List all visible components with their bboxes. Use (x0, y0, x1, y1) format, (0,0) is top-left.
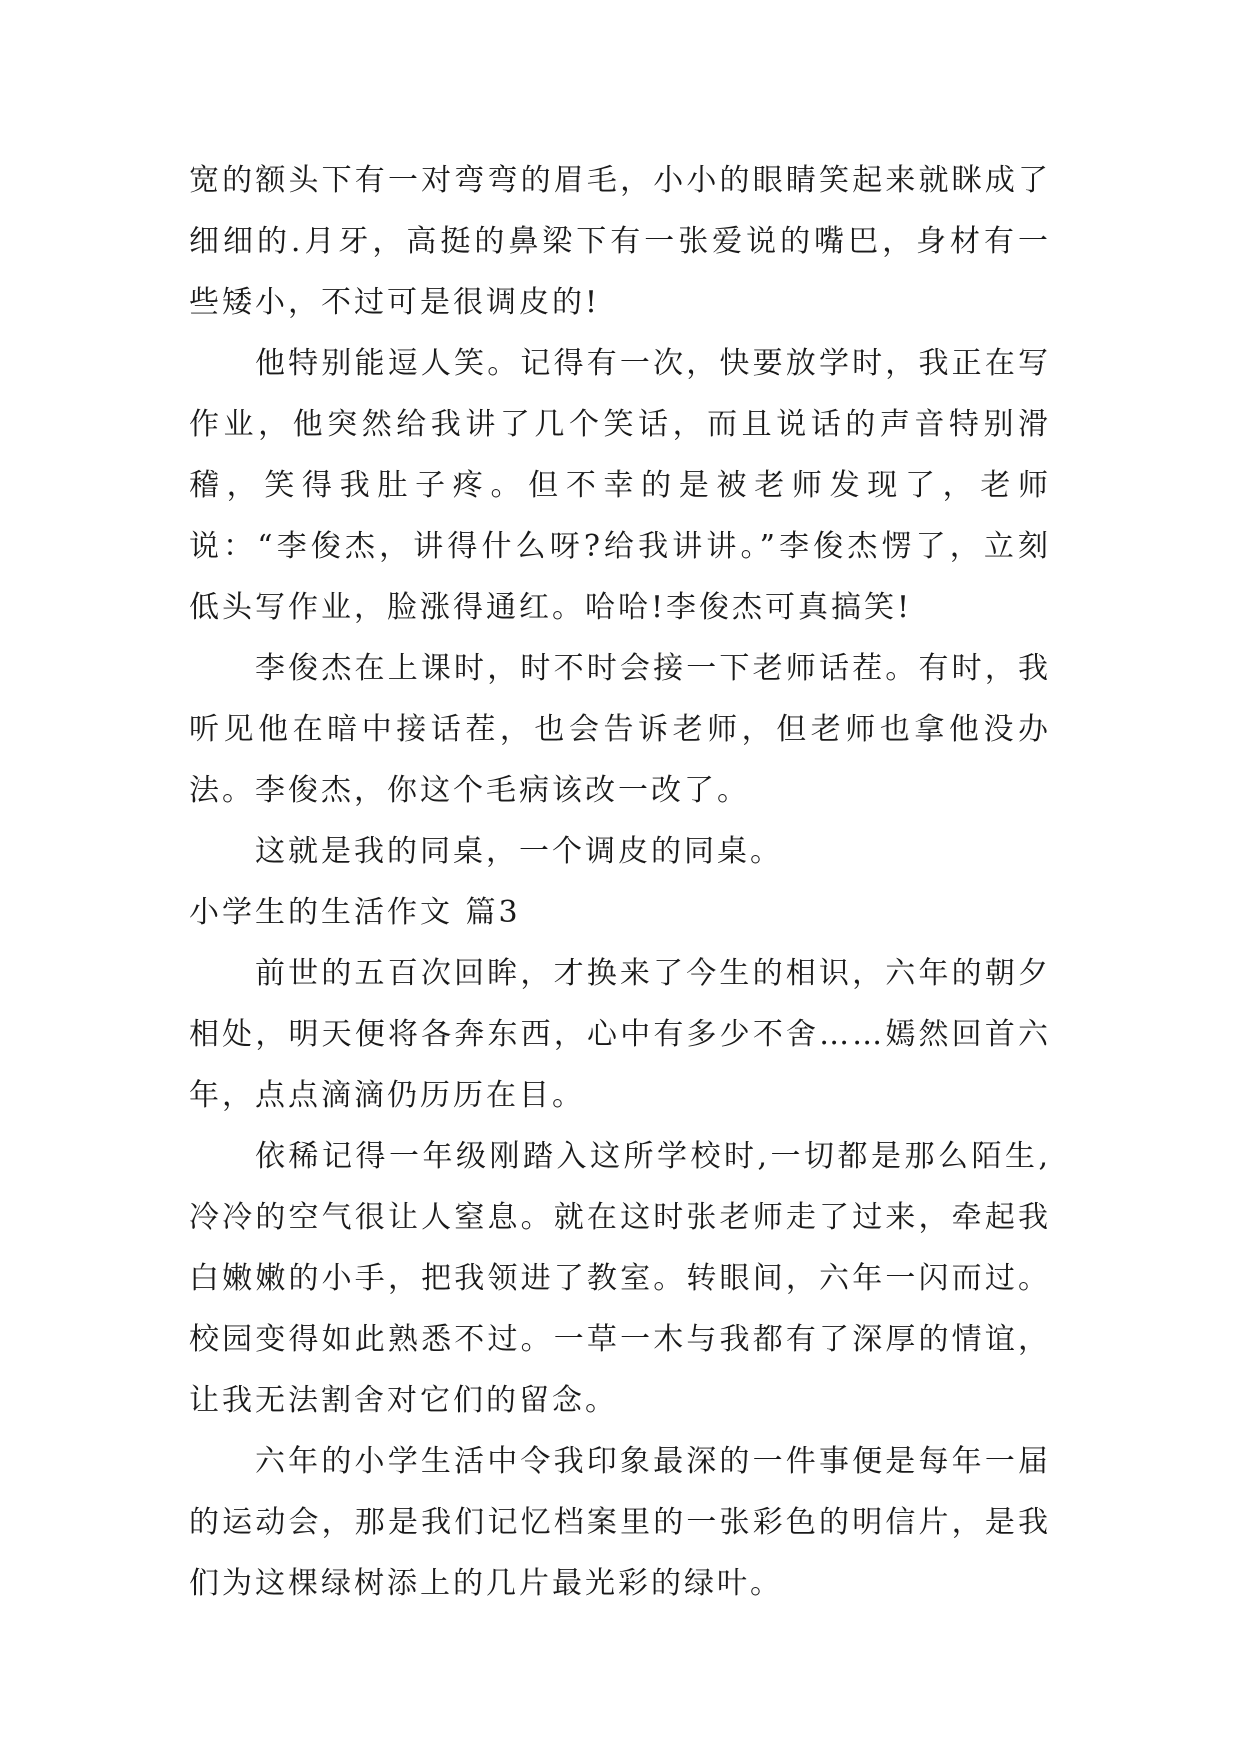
paragraph-description: 宽的额头下有一对弯弯的眉毛，小小的眼睛笑起来就眯成了细细的.月牙，高挺的鼻梁下有一张爱说的嘴巴，身材有一些矮小，不过可是很调皮的! (189, 163, 1051, 320)
paragraph-class-interruptions: 李俊杰在上课时，时不时会接一下老师话茬。有时，我听见他在暗中接话茬，也会告诉老师，但老师也拿他没办法。李俊杰，你这个毛病该改一改了。 (189, 651, 1051, 808)
paragraph-first-grade: 依稀记得一年级刚踏入这所学校时,一切都是那么陌生,冷冷的空气很让人窒息。就在这时张老师走了过来，牵起我白嫩嫩的小手，把我领进了教室。转眼间，六年一闪而过。校园变得如此熟悉不过。一草一木与我都有了深厚的情谊，让我无法割舍对它们的留念。 (189, 1139, 1051, 1418)
section-heading: 小学生的生活作文 篇3 (189, 895, 521, 930)
paragraph-conclusion: 这就是我的同桌，一个调皮的同桌。 (255, 834, 783, 869)
essay-body (189, 150, 1051, 1614)
paragraph-sports-meet: 六年的小学生活中令我印象最深的一件事便是每年一届的运动会，那是我们记忆档案里的一张彩色的明信片，是我们为这棵绿树添上的几片最光彩的绿叶。 (189, 1444, 1051, 1601)
paragraph-six-years: 前世的五百次回眸，才换来了今生的相识，六年的朝夕相处，明天便将各奔东西，心中有多少不舍……嫣然回首六年，点点滴滴仍历历在目。 (189, 956, 1051, 1113)
paragraph-funny-story: 他特别能逗人笑。记得有一次，快要放学时，我正在写作业，他突然给我讲了几个笑话，而且说话的声音特别滑稽，笑得我肚子疼。但不幸的是被老师发现了，老师说：“李俊杰，讲得什么呀?给我讲讲。”李俊杰愣了，立刻低头写作业，脸涨得通红。哈哈!李俊杰可真搞笑! (189, 346, 1051, 625)
